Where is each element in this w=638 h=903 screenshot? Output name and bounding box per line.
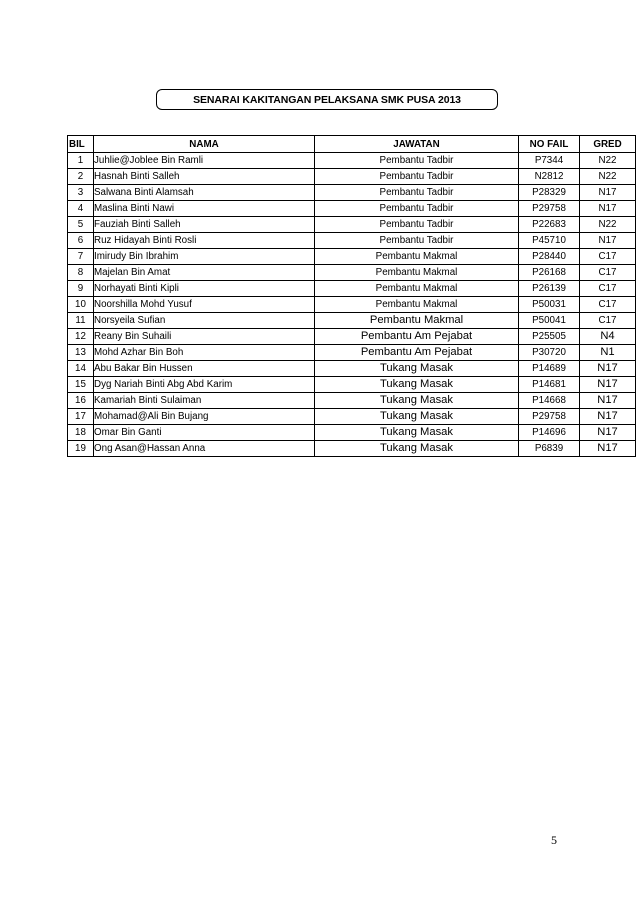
cell-gred: C17 [580, 281, 636, 297]
table-row [68, 313, 636, 329]
cell-nama: Salwana Binti Alamsah [94, 185, 315, 201]
cell-bil: 14 [68, 361, 94, 377]
cell-gred: N17 [580, 233, 636, 249]
cell-bil: 9 [68, 281, 94, 297]
cell-bil: 10 [68, 297, 94, 313]
cell-jawatan: Pembantu Makmal [315, 249, 519, 265]
cell-bil: 12 [68, 329, 94, 345]
table-row [68, 217, 636, 233]
cell-nama: Dyg Nariah Binti Abg Abd Karim [94, 377, 315, 393]
table-row [68, 425, 636, 441]
cell-nama: Reany Bin Suhaili [94, 329, 315, 345]
cell-jawatan: Pembantu Am Pejabat [315, 345, 519, 361]
table-row [68, 153, 636, 169]
table-row [68, 185, 636, 201]
cell-no-fail: P30720 [519, 345, 580, 361]
cell-jawatan: Tukang Masak [315, 377, 519, 393]
table-row [68, 265, 636, 281]
cell-no-fail: P14696 [519, 425, 580, 441]
header-bil: BIL [68, 136, 94, 153]
cell-bil: 4 [68, 201, 94, 217]
cell-bil: 7 [68, 249, 94, 265]
cell-no-fail: P28440 [519, 249, 580, 265]
cell-gred: N22 [580, 169, 636, 185]
cell-bil: 1 [68, 153, 94, 169]
cell-bil: 6 [68, 233, 94, 249]
cell-jawatan: Pembantu Tadbir [315, 233, 519, 249]
cell-nama: Hasnah Binti Salleh [94, 169, 315, 185]
cell-jawatan: Tukang Masak [315, 361, 519, 377]
table-row [68, 201, 636, 217]
cell-nama: Omar Bin Ganti [94, 425, 315, 441]
table-row [68, 345, 636, 361]
cell-jawatan: Pembantu Makmal [315, 313, 519, 329]
cell-gred: C17 [580, 313, 636, 329]
staff-table [67, 135, 636, 457]
cell-nama: Imirudy Bin Ibrahim [94, 249, 315, 265]
cell-nama: Noorshilla Mohd Yusuf [94, 297, 315, 313]
cell-no-fail: N2812 [519, 169, 580, 185]
table-row [68, 377, 636, 393]
cell-no-fail: P14689 [519, 361, 580, 377]
header-gred: GRED [580, 136, 636, 153]
cell-nama: Fauziah Binti Salleh [94, 217, 315, 233]
cell-jawatan: Pembantu Tadbir [315, 185, 519, 201]
cell-no-fail: P14681 [519, 377, 580, 393]
cell-nama: Ong Asan@Hassan Anna [94, 441, 315, 457]
page-number: 5 [551, 833, 557, 847]
cell-bil: 15 [68, 377, 94, 393]
cell-no-fail: P50041 [519, 313, 580, 329]
cell-bil: 5 [68, 217, 94, 233]
table-row [68, 409, 636, 425]
cell-gred: N17 [580, 441, 636, 457]
cell-jawatan: Pembantu Am Pejabat [315, 329, 519, 345]
cell-jawatan: Tukang Masak [315, 393, 519, 409]
cell-bil: 3 [68, 185, 94, 201]
cell-nama: Kamariah Binti Sulaiman [94, 393, 315, 409]
table-row [68, 393, 636, 409]
table-row [68, 281, 636, 297]
cell-gred: C17 [580, 265, 636, 281]
cell-nama: Ruz Hidayah Binti Rosli [94, 233, 315, 249]
cell-jawatan: Pembantu Makmal [315, 265, 519, 281]
cell-gred: N22 [580, 153, 636, 169]
cell-no-fail: P25505 [519, 329, 580, 345]
cell-jawatan: Pembantu Tadbir [315, 169, 519, 185]
cell-nama: Juhlie@Joblee Bin Ramli [94, 153, 315, 169]
table-row [68, 329, 636, 345]
cell-gred: C17 [580, 297, 636, 313]
cell-gred: N22 [580, 217, 636, 233]
cell-nama: Norsyeila Sufian [94, 313, 315, 329]
document-title: SENARAI KAKITANGAN PELAKSANA SMK PUSA 2013 [156, 89, 498, 110]
cell-gred: N17 [580, 201, 636, 217]
cell-no-fail: P22683 [519, 217, 580, 233]
cell-bil: 8 [68, 265, 94, 281]
cell-jawatan: Pembantu Tadbir [315, 201, 519, 217]
cell-nama: Mohd Azhar Bin Boh [94, 345, 315, 361]
cell-gred: N1 [580, 345, 636, 361]
header-jawatan: JAWATAN [315, 136, 519, 153]
cell-gred: C17 [580, 249, 636, 265]
cell-bil: 13 [68, 345, 94, 361]
cell-no-fail: P50031 [519, 297, 580, 313]
cell-gred: N17 [580, 409, 636, 425]
cell-bil: 19 [68, 441, 94, 457]
cell-bil: 11 [68, 313, 94, 329]
cell-nama: Abu Bakar Bin Hussen [94, 361, 315, 377]
table-row [68, 297, 636, 313]
cell-no-fail: P45710 [519, 233, 580, 249]
cell-nama: Majelan Bin Amat [94, 265, 315, 281]
cell-jawatan: Pembantu Makmal [315, 297, 519, 313]
cell-no-fail: P26168 [519, 265, 580, 281]
cell-nama: Maslina Binti Nawi [94, 201, 315, 217]
cell-jawatan: Tukang Masak [315, 441, 519, 457]
cell-gred: N17 [580, 425, 636, 441]
cell-jawatan: Tukang Masak [315, 425, 519, 441]
cell-gred: N17 [580, 361, 636, 377]
cell-bil: 2 [68, 169, 94, 185]
cell-bil: 16 [68, 393, 94, 409]
table-body [68, 153, 636, 457]
cell-gred: N4 [580, 329, 636, 345]
table-row [68, 441, 636, 457]
header-no-fail: NO FAIL [519, 136, 580, 153]
cell-bil: 17 [68, 409, 94, 425]
cell-nama: Mohamad@Ali Bin Bujang [94, 409, 315, 425]
cell-no-fail: P28329 [519, 185, 580, 201]
cell-no-fail: P6839 [519, 441, 580, 457]
cell-no-fail: P29758 [519, 201, 580, 217]
cell-jawatan: Pembantu Tadbir [315, 153, 519, 169]
cell-jawatan: Pembantu Makmal [315, 281, 519, 297]
table-row [68, 233, 636, 249]
cell-no-fail: P26139 [519, 281, 580, 297]
cell-nama: Norhayati Binti Kipli [94, 281, 315, 297]
cell-jawatan: Tukang Masak [315, 409, 519, 425]
cell-jawatan: Pembantu Tadbir [315, 217, 519, 233]
table-row [68, 249, 636, 265]
cell-gred: N17 [580, 393, 636, 409]
table-row [68, 169, 636, 185]
table-row [68, 361, 636, 377]
cell-no-fail: P7344 [519, 153, 580, 169]
header-nama: NAMA [94, 136, 315, 153]
cell-bil: 18 [68, 425, 94, 441]
table-header-row [68, 136, 636, 153]
cell-no-fail: P29758 [519, 409, 580, 425]
cell-gred: N17 [580, 377, 636, 393]
cell-no-fail: P14668 [519, 393, 580, 409]
cell-gred: N17 [580, 185, 636, 201]
